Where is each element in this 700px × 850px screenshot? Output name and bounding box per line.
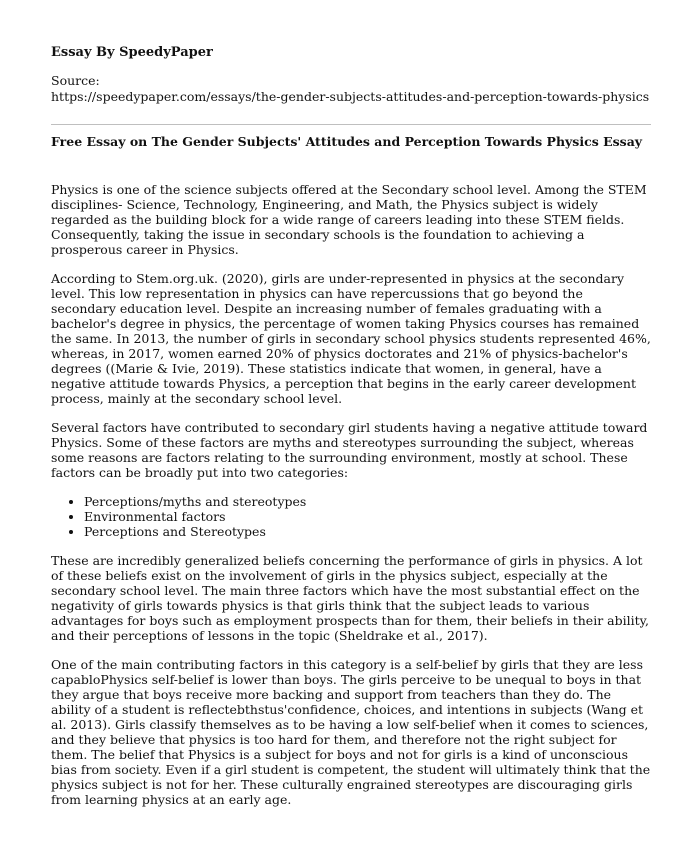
paragraph-1: Physics is one of the science subjects offered at the Secondary school level. Among the STEM disciplines- Science, Technology, Engineering, and Math, the Physics subject is widely regarded as the building block for a wide range of careers leading into these STEM fields. Consequently, taking the issue in secondary schools is the foundation to achieving a prosperous career in Physics.: [51, 182, 647, 257]
paragraph-4: These are incredibly generalized beliefs concerning the performance of girls in physics. A lot of these beliefs exist on the involvement of girls in the physics subject, especially at the secondary school level. The main three factors which have the most substantial effect on the negativity of girls towards physics is that girls think that the subject leads to various advantages for boys such as employment prospects than for them, their beliefs in their ability, and their perceptions of lessons in the topic (Sheldrake et al., 2017).: [51, 553, 649, 643]
essay-title: Free Essay on The Gender Subjects' Attitudes and Perception Towards Physics Essay: [51, 134, 643, 149]
list-item: • Perceptions and Stereotypes: [84, 524, 651, 539]
paragraph-3: Several factors have contributed to secondary girl students having a negative attitude toward Physics. Some of these factors are myths and stereotypes surrounding the subject, whereas some reasons are factors relating to the surrounding environment, mostly at school. These factors can be broadly put into two categories:: [51, 420, 648, 480]
list-item: • Environmental factors: [84, 509, 651, 524]
header-divider: [51, 124, 651, 125]
source-label: Source:: [51, 73, 100, 88]
list-item: • Perceptions/myths and stereotypes: [84, 494, 651, 509]
document-header-title: Essay By SpeedyPaper: [51, 45, 213, 60]
paragraph-2: According to Stem.org.uk. (2020), girls are under-represented in physics at the secondary level. This low representation in physics can have repercussions that go beyond the secondary education level. Despite an increasing number of females graduating with a bachelor's degree in physics, the percentage of women taking Physics courses has remained the same. In 2013, the number of girls in secondary school physics students represented 46%, whereas, in 2017, women earned 20% of physics doctorates and 21% of physics-bachelor's degrees ((Marie & Ivie, 2019). These statistics indicate that women, in general, have a negative attitude towards Physics, a perception that begins in the early career development process, mainly at the secondary school level.: [51, 271, 651, 406]
paragraph-5: One of the main contributing factors in this category is a self-belief by girls that they are less capabloPhysics self-belief is lower than boys. The girls perceive to be unequal to boys in that they argue that boys receive more backing and support from teachers than they do. The ability of a student is reflectebthstus'confidence, choices, and intentions in subjects (Wang et al. 2013). Girls classify themselves as to be having a low self-belief when it comes to sciences, and they believe that physics is too hard for them, and therefore not the right subject for them. The belief that Physics is a subject for boys and not for girls is a kind of unconscious bias from society. Even if a girl student is competent, the student will ultimately think that the physics subject is not for her. These culturally engrained stereotypes are discouraging girls from learning physics at an early age.: [51, 657, 651, 807]
essay-body: [51, 182, 651, 821]
source-url: https://speedypaper.com/essays/the-gender-subjects-attitudes-and-perception-towards-physics: [51, 89, 650, 104]
factor-list: [51, 494, 651, 539]
source-block: [51, 73, 651, 105]
